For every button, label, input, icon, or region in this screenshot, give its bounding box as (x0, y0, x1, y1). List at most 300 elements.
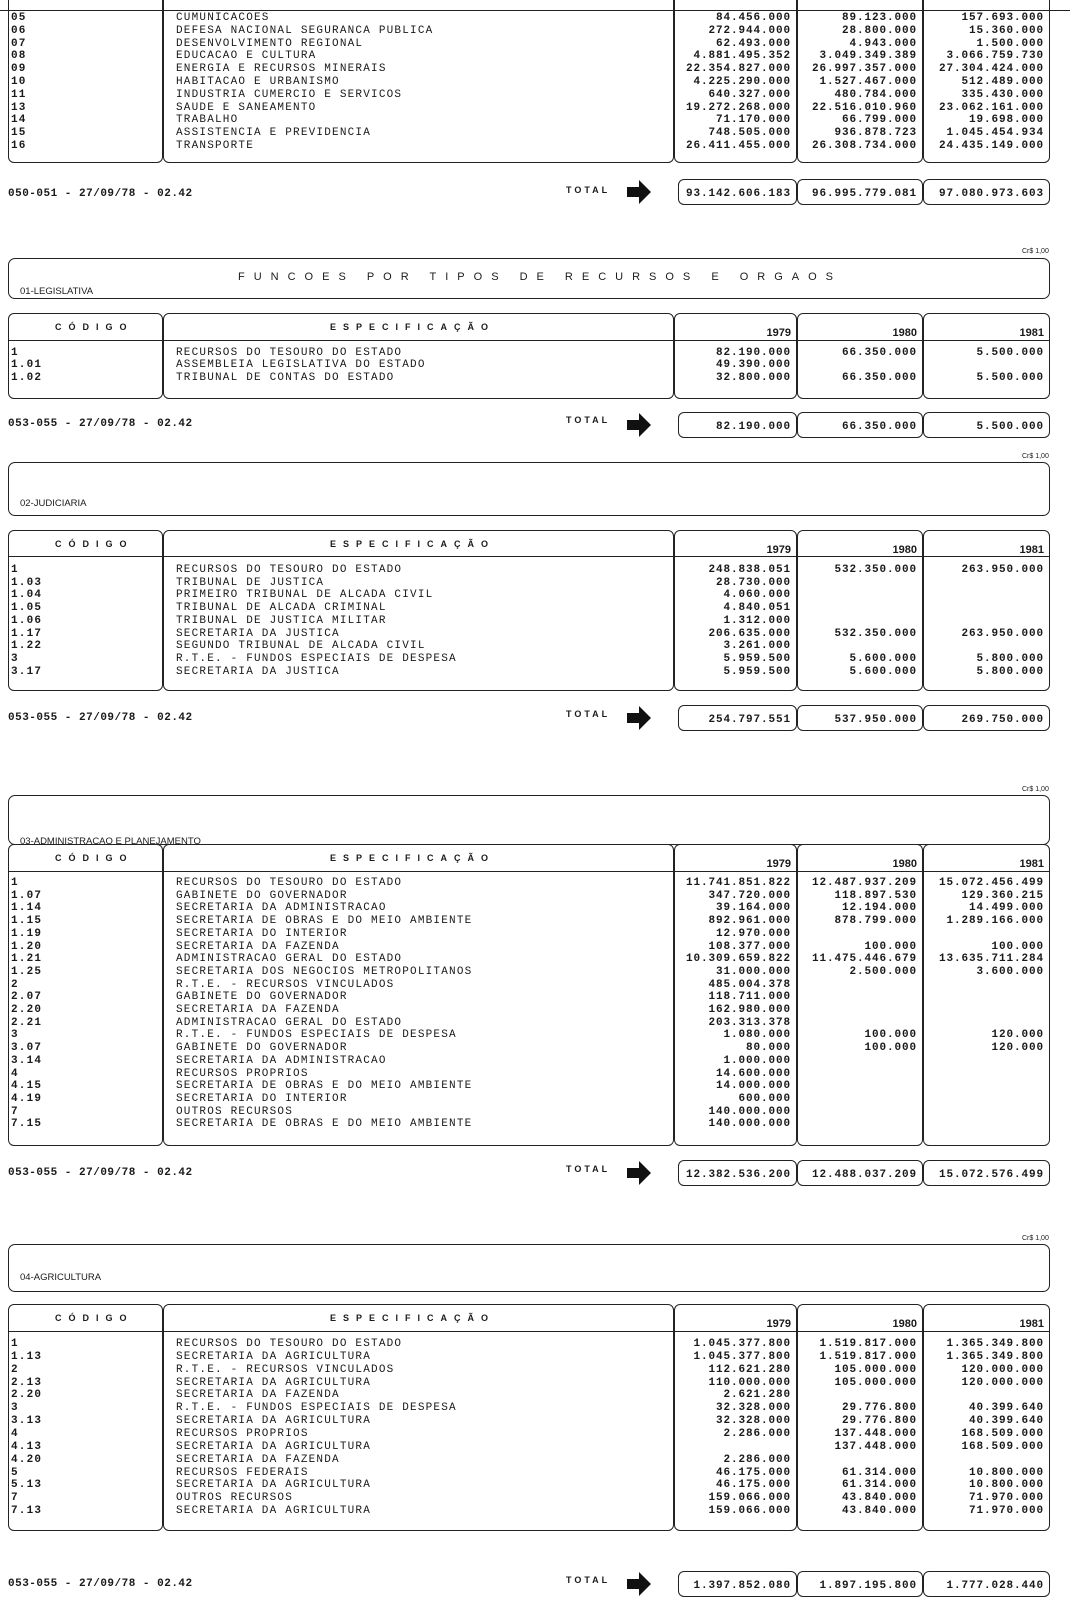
column-header-code: CÓDIGO (55, 322, 134, 332)
total-arrow-icon (627, 1572, 651, 1596)
row-specification: ADMINISTRACAO GERAL DO ESTADO (176, 953, 403, 966)
column-header-year: 1979 (766, 858, 791, 870)
table-top-line (0, 10, 1070, 11)
row-value: 32.328.000 (715, 1415, 791, 1428)
row-value: 10.800.000 (968, 1479, 1044, 1492)
column-header-year: 1979 (766, 544, 791, 556)
row-code: 3.07 (11, 1042, 43, 1055)
row-value: 12.487.937.209 (811, 877, 917, 889)
row-value: 600.000 (738, 1092, 791, 1105)
row-code: 4.13 (11, 1440, 43, 1453)
row-value: 168.509.000 (961, 1427, 1044, 1440)
row-specification: RECURSOS DO TESOURO DO ESTADO (176, 877, 403, 889)
row-value: 31.000.000 (715, 965, 791, 978)
row-value: 168.509.000 (961, 1440, 1044, 1453)
row-value: 4.840.051 (723, 602, 791, 615)
row-specification: CUMUNICACOES (176, 12, 270, 24)
row-value: 159.066.000 (708, 1505, 791, 1518)
row-specification: SAUDE E SANEAMENTO (176, 101, 317, 114)
row-specification: RECURSOS FEDERAIS (176, 1466, 309, 1479)
column-header-code: CÓDIGO (55, 853, 134, 863)
row-value: 100.000 (991, 940, 1044, 953)
row-value: 206.635.000 (708, 627, 791, 640)
row-code: 14 (11, 114, 27, 127)
row-value: 49.390.000 (715, 359, 791, 372)
total-label: TOTAL (566, 185, 611, 195)
row-code: 1.07 (11, 889, 43, 902)
row-value: 532.350.000 (834, 627, 917, 640)
total-value: 1.397.852.080 (678, 1571, 797, 1597)
row-code: 2 (11, 978, 19, 991)
row-specification: RECURSOS DO TESOURO DO ESTADO (176, 347, 403, 359)
row-value: 43.840.000 (841, 1492, 917, 1505)
row-value: 263.950.000 (961, 627, 1044, 640)
row-value: 512.489.000 (961, 76, 1044, 88)
total-value: 93.142.606.183 (678, 179, 797, 205)
row-specification: SECRETARIA DA FAZENDA (176, 1453, 340, 1466)
row-specification: SECRETARIA DA JUSTICA (176, 665, 340, 678)
row-specification: SECRETARIA DO INTERIOR (176, 1092, 348, 1105)
row-code: 3.17 (11, 665, 43, 678)
total-label: TOTAL (566, 415, 611, 425)
row-value: 26.997.357.000 (811, 63, 917, 76)
total-value: 97.080.973.603 (923, 179, 1050, 205)
row-value: 157.693.000 (961, 12, 1044, 24)
total-value: 1.777.028.440 (923, 1571, 1050, 1597)
row-code: 1.06 (11, 614, 43, 627)
row-specification: TRANSPORTE (176, 140, 255, 152)
row-code: 1.13 (11, 1350, 43, 1363)
row-value: 137.448.000 (834, 1440, 917, 1453)
row-value: 892.961.000 (708, 915, 791, 928)
row-specification: SECRETARIA DA AGRICULTURA (176, 1505, 372, 1518)
row-code: 4 (11, 1067, 19, 1080)
row-code: 1 (11, 347, 19, 359)
row-code: 1.15 (11, 915, 43, 928)
row-code: 1.14 (11, 902, 43, 915)
row-value: 14.000.000 (715, 1080, 791, 1093)
column-header-year: 1981 (1019, 1318, 1044, 1330)
total-value: 537.950.000 (797, 705, 923, 731)
row-specification: PRIMEIRO TRIBUNAL DE ALCADA CIVIL (176, 589, 434, 602)
row-value: 5.600.000 (849, 665, 917, 678)
section-header-box (8, 462, 1050, 516)
row-specification: SECRETARIA DOS NEGOCIOS METROPOLITANOS (176, 965, 473, 978)
row-value: 878.799.000 (834, 915, 917, 928)
row-specification: SECRETARIA DE OBRAS E DO MEIO AMBIENTE (176, 1080, 473, 1093)
row-value: 46.175.000 (715, 1479, 791, 1492)
total-value: 12.382.536.200 (678, 1160, 797, 1186)
row-specification: GABINETE DO GOVERNADOR (176, 1042, 348, 1055)
row-value: 248.838.051 (708, 564, 791, 576)
row-value: 3.261.000 (723, 640, 791, 653)
section-header-box (8, 1244, 1050, 1292)
header-divider (8, 340, 1050, 341)
row-value: 272.944.000 (708, 24, 791, 37)
total-arrow-icon (627, 706, 651, 730)
column-header-spec: ESPECIFICAÇÃO (330, 322, 496, 332)
row-value: 105.000.000 (834, 1363, 917, 1376)
row-code: 07 (11, 37, 27, 50)
row-value: 46.175.000 (715, 1466, 791, 1479)
row-value: 61.314.000 (841, 1479, 917, 1492)
row-value: 2.286.000 (723, 1427, 791, 1440)
row-code: 1.03 (11, 576, 43, 589)
header-divider (8, 556, 1050, 557)
row-value: 71.970.000 (968, 1505, 1044, 1518)
row-value: 11.741.851.822 (685, 877, 791, 889)
row-specification: RECURSOS DO TESOURO DO ESTADO (176, 1338, 403, 1350)
row-specification: SEGUNDO TRIBUNAL DE ALCADA CIVIL (176, 640, 426, 653)
row-value: 120.000 (991, 1042, 1044, 1055)
row-code: 1.21 (11, 953, 43, 966)
row-specification: SECRETARIA DE OBRAS E DO MEIO AMBIENTE (176, 915, 473, 928)
row-value: 110.000.000 (708, 1376, 791, 1389)
row-value: 5.959.500 (723, 665, 791, 678)
row-value: 15.360.000 (968, 24, 1044, 37)
row-value: 159.066.000 (708, 1492, 791, 1505)
row-specification: SECRETARIA DA ADMINISTRACAO (176, 1054, 387, 1067)
row-value: 3.049.349.389 (819, 50, 917, 63)
row-code: 13 (11, 101, 27, 114)
column-header-year: 1979 (766, 1318, 791, 1330)
row-value: 5.800.000 (976, 665, 1044, 678)
row-value: 137.448.000 (834, 1427, 917, 1440)
column-header-code: CÓDIGO (55, 539, 134, 549)
column-header-code: CÓDIGO (55, 1313, 134, 1323)
total-value: 254.797.551 (678, 705, 797, 731)
row-specification: ASSEMBLEIA LEGISLATIVA DO ESTADO (176, 359, 426, 372)
row-specification: TRIBUNAL DE JUSTICA (176, 576, 325, 589)
row-specification: SECRETARIA DA FAZENDA (176, 1004, 340, 1016)
row-value: 40.399.640 (968, 1402, 1044, 1415)
row-value: 1.312.000 (723, 614, 791, 627)
row-value: 26.308.734.000 (811, 140, 917, 152)
row-value: 5.600.000 (849, 652, 917, 665)
report-footer-code: 053-055 - 27/09/78 - 02.42 (8, 1578, 193, 1590)
row-code: 06 (11, 24, 27, 37)
row-code: 2.20 (11, 1004, 43, 1016)
row-value: 100.000 (864, 1042, 917, 1055)
row-code: 5 (11, 1466, 19, 1479)
column-header-year: 1980 (892, 858, 917, 870)
row-specification: SECRETARIA DA ADMINISTRACAO (176, 902, 387, 915)
row-value: 936.878.723 (834, 127, 917, 140)
column-header-year: 1979 (766, 327, 791, 339)
row-specification: TRIBUNAL DE JUSTICA MILITAR (176, 614, 387, 627)
row-specification: SECRETARIA DA FAZENDA (176, 1389, 340, 1402)
row-specification: SECRETARIA DE OBRAS E DO MEIO AMBIENTE (176, 1118, 473, 1131)
total-value: 82.190.000 (678, 412, 797, 438)
row-code: 4.15 (11, 1080, 43, 1093)
column-header-spec: ESPECIFICAÇÃO (330, 1313, 496, 1323)
row-value: 140.000.000 (708, 1105, 791, 1118)
row-code: 7.13 (11, 1505, 43, 1518)
row-code: 7 (11, 1105, 19, 1118)
row-specification: INDUSTRIA CUMERCIO E SERVICOS (176, 88, 403, 101)
row-specification: SECRETARIA DA JUSTICA (176, 627, 340, 640)
row-value: 1.080.000 (723, 1029, 791, 1042)
row-code: 1.22 (11, 640, 43, 653)
row-value: 140.000.000 (708, 1118, 791, 1131)
row-value: 1.289.166.000 (946, 915, 1044, 928)
row-specification: RECURSOS PROPRIOS (176, 1067, 309, 1080)
row-code: 11 (11, 88, 27, 101)
row-value: 108.377.000 (708, 940, 791, 953)
unit-label: Cr$ 1,00 (1022, 786, 1049, 793)
row-value: 335.430.000 (961, 88, 1044, 101)
row-specification: SECRETARIA DA AGRICULTURA (176, 1376, 372, 1389)
row-value: 19.272.268.000 (685, 101, 791, 114)
row-specification: ASSISTENCIA E PREVIDENCIA (176, 127, 372, 140)
row-value: 15.072.456.499 (938, 877, 1044, 889)
row-specification: HABITACAO E URBANISMO (176, 76, 340, 88)
row-value: 14.499.000 (968, 902, 1044, 915)
row-code: 1.19 (11, 927, 43, 940)
column-header-year: 1981 (1019, 327, 1044, 339)
total-value: 269.750.000 (923, 705, 1050, 731)
row-specification: OUTROS RECURSOS (176, 1492, 294, 1505)
row-specification: R.T.E. - RECURSOS VINCULADOS (176, 1363, 395, 1376)
row-value: 120.000 (991, 1029, 1044, 1042)
total-label: TOTAL (566, 1164, 611, 1174)
row-specification: SECRETARIA DO INTERIOR (176, 927, 348, 940)
row-value: 120.000.000 (961, 1363, 1044, 1376)
row-specification: SECRETARIA DA AGRICULTURA (176, 1415, 372, 1428)
total-arrow-icon (627, 180, 651, 204)
row-value: 10.800.000 (968, 1466, 1044, 1479)
row-value: 3.066.759.730 (946, 50, 1044, 63)
row-code: 1.05 (11, 602, 43, 615)
column-header-year: 1981 (1019, 858, 1044, 870)
row-specification: R.T.E. - RECURSOS VINCULADOS (176, 978, 395, 991)
row-value: 1.000.000 (723, 1054, 791, 1067)
row-code: 3 (11, 1029, 19, 1042)
row-code: 3 (11, 1402, 19, 1415)
row-code: 2 (11, 1363, 19, 1376)
row-specification: RECURSOS DO TESOURO DO ESTADO (176, 564, 403, 576)
total-label: TOTAL (566, 709, 611, 719)
row-specification: TRABALHO (176, 114, 239, 127)
column-header-year: 1980 (892, 544, 917, 556)
row-specification: GABINETE DO GOVERNADOR (176, 991, 348, 1004)
report-footer-code: 053-055 - 27/09/78 - 02.42 (8, 418, 193, 430)
row-value: 4.060.000 (723, 589, 791, 602)
row-value: 120.000.000 (961, 1376, 1044, 1389)
row-specification: TRIBUNAL DE ALCADA CRIMINAL (176, 602, 387, 615)
row-value: 3.600.000 (976, 965, 1044, 978)
row-value: 62.493.000 (715, 37, 791, 50)
row-value: 2.621.280 (723, 1389, 791, 1402)
row-value: 32.800.000 (715, 371, 791, 384)
row-code: 15 (11, 127, 27, 140)
row-value: 40.399.640 (968, 1415, 1044, 1428)
row-value: 29.776.800 (841, 1415, 917, 1428)
total-value: 1.897.195.800 (797, 1571, 923, 1597)
row-value: 66.350.000 (841, 347, 917, 359)
row-specification: DESENVOLVIMENTO REGIONAL (176, 37, 364, 50)
row-code: 1.20 (11, 940, 43, 953)
row-value: 100.000 (864, 1029, 917, 1042)
total-arrow-icon (627, 413, 651, 437)
row-specification: ENERGIA E RECURSOS MINERAIS (176, 63, 387, 76)
row-value: 71.970.000 (968, 1492, 1044, 1505)
row-value: 1.365.349.800 (946, 1338, 1044, 1350)
row-code: 2.20 (11, 1389, 43, 1402)
row-value: 162.980.000 (708, 1004, 791, 1016)
row-value: 27.304.424.000 (938, 63, 1044, 76)
row-specification: ADMINISTRACAO GERAL DO ESTADO (176, 1016, 403, 1029)
row-value: 1.365.349.800 (946, 1350, 1044, 1363)
row-value: 347.720.000 (708, 889, 791, 902)
row-value: 1.500.000 (976, 37, 1044, 50)
row-code: 4 (11, 1427, 19, 1440)
table-column-box (8, 0, 163, 163)
total-value: 12.488.037.209 (797, 1160, 923, 1186)
row-value: 5.800.000 (976, 652, 1044, 665)
row-value: 22.354.827.000 (685, 63, 791, 76)
row-value: 26.411.455.000 (685, 140, 791, 152)
row-value: 80.000 (745, 1042, 791, 1055)
row-value: 12.970.000 (715, 927, 791, 940)
row-value: 112.621.280 (708, 1363, 791, 1376)
header-divider (8, 1331, 1050, 1332)
column-header-year: 1980 (892, 1318, 917, 1330)
report-footer-code: 050-051 - 27/09/78 - 02.42 (8, 188, 193, 200)
row-code: 7.15 (11, 1118, 43, 1131)
row-code: 10 (11, 76, 27, 88)
row-specification: TRIBUNAL DE CONTAS DO ESTADO (176, 371, 395, 384)
row-specification: EDUCACAO E CULTURA (176, 50, 317, 63)
section-name: 02-JUDICIARIA (20, 498, 87, 509)
total-value: 96.995.779.081 (797, 179, 923, 205)
row-code: 2.13 (11, 1376, 43, 1389)
row-specification: R.T.E. - FUNDOS ESPECIAIS DE DESPESA (176, 652, 457, 665)
unit-label: Cr$ 1,00 (1022, 248, 1049, 255)
column-header-year: 1980 (892, 327, 917, 339)
row-value: 13.635.711.284 (938, 953, 1044, 966)
row-value: 118.711.000 (708, 991, 791, 1004)
row-value: 1.527.467.000 (819, 76, 917, 88)
row-value: 22.516.010.960 (811, 101, 917, 114)
row-value: 29.776.800 (841, 1402, 917, 1415)
row-specification: DEFESA NACIONAL SEGURANCA PUBLICA (176, 24, 434, 37)
row-code: 7 (11, 1492, 19, 1505)
row-value: 118.897.530 (834, 889, 917, 902)
row-value: 1.045.454.934 (946, 127, 1044, 140)
row-value: 71.170.000 (715, 114, 791, 127)
row-code: 3.13 (11, 1415, 43, 1428)
column-header-year: 1981 (1019, 544, 1044, 556)
header-divider (8, 871, 1050, 872)
total-label: TOTAL (566, 1575, 611, 1585)
row-specification: RECURSOS PROPRIOS (176, 1427, 309, 1440)
row-code: 4.19 (11, 1092, 43, 1105)
row-value: 263.950.000 (961, 564, 1044, 576)
total-value: 5.500.000 (923, 412, 1050, 438)
row-value: 129.360.215 (961, 889, 1044, 902)
row-value: 19.698.000 (968, 114, 1044, 127)
column-header-spec: ESPECIFICAÇÃO (330, 853, 496, 863)
row-code: 1.02 (11, 371, 43, 384)
row-code: 5.13 (11, 1479, 43, 1492)
row-specification: SECRETARIA DA AGRICULTURA (176, 1479, 372, 1492)
row-code: 3 (11, 652, 19, 665)
row-code: 16 (11, 140, 27, 152)
row-code: 1 (11, 1338, 19, 1350)
row-code: 1.04 (11, 589, 43, 602)
row-value: 23.062.161.000 (938, 101, 1044, 114)
row-value: 12.194.000 (841, 902, 917, 915)
row-code: 1 (11, 877, 19, 889)
row-code: 2.21 (11, 1016, 43, 1029)
row-value: 82.190.000 (715, 347, 791, 359)
row-code: 1.17 (11, 627, 43, 640)
row-value: 2.286.000 (723, 1453, 791, 1466)
unit-label: Cr$ 1,00 (1022, 1235, 1049, 1242)
row-value: 61.314.000 (841, 1466, 917, 1479)
unit-label: Cr$ 1,00 (1022, 453, 1049, 460)
row-value: 10.309.659.822 (685, 953, 791, 966)
row-specification: R.T.E. - FUNDOS ESPECIAIS DE DESPESA (176, 1029, 457, 1042)
row-value: 5.959.500 (723, 652, 791, 665)
section-name: 03-ADMINISTRACAO E PLANEJAMENTO (20, 836, 201, 847)
column-header-spec: ESPECIFICAÇÃO (330, 539, 496, 549)
row-value: 1.045.377.800 (693, 1338, 791, 1350)
row-value: 1.519.817.000 (819, 1350, 917, 1363)
row-code: 1.01 (11, 359, 43, 372)
row-value: 39.164.000 (715, 902, 791, 915)
row-value: 28.730.000 (715, 576, 791, 589)
report-title: FUNCOES POR TIPOS DE RECURSOS E ORGAOS (238, 271, 843, 283)
row-value: 5.500.000 (976, 347, 1044, 359)
row-value: 66.350.000 (841, 371, 917, 384)
row-value: 66.799.000 (841, 114, 917, 127)
row-value: 4.943.000 (849, 37, 917, 50)
row-specification: SECRETARIA DA AGRICULTURA (176, 1350, 372, 1363)
row-value: 5.500.000 (976, 371, 1044, 384)
row-specification: SECRETARIA DA FAZENDA (176, 940, 340, 953)
row-value: 485.004.378 (708, 978, 791, 991)
row-value: 43.840.000 (841, 1505, 917, 1518)
row-specification: SECRETARIA DA AGRICULTURA (176, 1440, 372, 1453)
row-value: 4.225.290.000 (693, 76, 791, 88)
row-value: 28.800.000 (841, 24, 917, 37)
row-specification: OUTROS RECURSOS (176, 1105, 294, 1118)
report-footer-code: 053-055 - 27/09/78 - 02.42 (8, 1167, 193, 1179)
row-value: 4.881.495.352 (693, 50, 791, 63)
row-value: 203.313.378 (708, 1016, 791, 1029)
row-specification: R.T.E. - FUNDOS ESPECIAIS DE DESPESA (176, 1402, 457, 1415)
row-value: 2.500.000 (849, 965, 917, 978)
row-code: 4.20 (11, 1453, 43, 1466)
row-code: 08 (11, 50, 27, 63)
row-value: 24.435.149.000 (938, 140, 1044, 152)
total-value: 66.350.000 (797, 412, 923, 438)
row-value: 11.475.446.679 (811, 953, 917, 966)
row-code: 05 (11, 12, 27, 24)
row-value: 32.328.000 (715, 1402, 791, 1415)
row-value: 105.000.000 (834, 1376, 917, 1389)
section-name: 04-AGRICULTURA (20, 1272, 102, 1283)
total-arrow-icon (627, 1161, 651, 1185)
total-value: 15.072.576.499 (923, 1160, 1050, 1186)
row-value: 1.045.377.800 (693, 1350, 791, 1363)
row-code: 09 (11, 63, 27, 76)
row-value: 1.519.817.000 (819, 1338, 917, 1350)
row-value: 532.350.000 (834, 564, 917, 576)
row-code: 1 (11, 564, 19, 576)
